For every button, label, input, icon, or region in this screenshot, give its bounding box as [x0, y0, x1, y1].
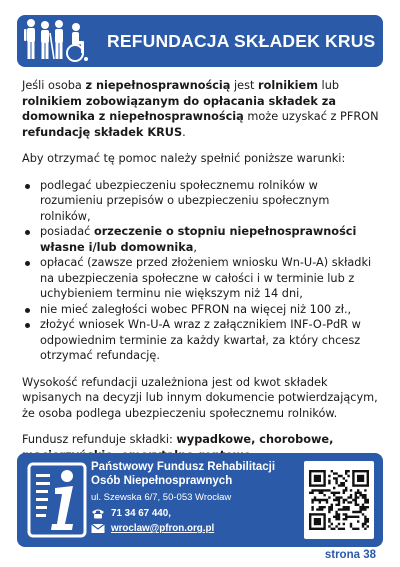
- list-item-bold: orzeczenie o stopniu niepełnosprawności własne i/lub domownika: [40, 225, 357, 254]
- list-item: nie mieć zaległości wobec PFRON na więcej niż 100 zł.,: [22, 302, 380, 318]
- phone-line: [91, 508, 301, 519]
- address: ul. Szewska 6/7, 50-053 Wrocław: [91, 492, 232, 503]
- intro-text: jest: [230, 79, 259, 92]
- envelope-icon: [91, 523, 105, 534]
- header-banner: [17, 15, 383, 67]
- intro-text: lub: [317, 79, 340, 92]
- contact-footer: [17, 453, 383, 547]
- email-line: [91, 523, 301, 534]
- intro-bold: z niepełnosprawnością: [85, 79, 231, 92]
- intro-bold: refundację składek KRUS: [22, 125, 183, 139]
- intro-text: Jeśli osoba: [22, 79, 86, 92]
- list-item: [22, 224, 380, 255]
- page-title: REFUNDACJA SKŁADEK KRUS: [107, 30, 376, 51]
- main-content: [22, 78, 380, 474]
- org-name-line1: Państwowy Fundusz Rehabilitacji: [91, 461, 276, 473]
- qr-code[interactable]: [304, 461, 374, 539]
- information-icon: [27, 462, 89, 538]
- org-name-line2: Osób Niepełnosprawnych: [91, 475, 233, 487]
- list-item: złożyć wniosek Wn-U-A wraz z załącznikiem INF-O-PdR w odpowiednim terminie za każdy kwartał, za który chcesz otrzymać refundację.: [22, 317, 380, 364]
- list-item: podlegać ubezpieczeniu społecznemu rolników w rozumieniu przepisów o ubezpieczeniu społecznym rolników,: [22, 178, 380, 225]
- conditions-intro: Aby otrzymać tę pomoc należy spełnić poniższe warunki:: [22, 152, 346, 165]
- contact-info: [91, 460, 301, 534]
- intro-text: .: [182, 125, 186, 139]
- amount-paragraph: Wysokość refundacji uzależniona jest od kwot składek wpisanych na decyzji lub innym dokumencie potwierdzającym, że osoba podlega ubezpieczeniu społecznemu rolników.: [22, 375, 378, 420]
- intro-text: może uzyskać z PFRON: [243, 110, 379, 123]
- list-item-text: ,: [193, 240, 198, 254]
- phone-icon: [91, 508, 105, 519]
- intro-bold: rolnikiem: [258, 79, 318, 92]
- list-item: opłacać (zawsze przed złożeniem wniosku Wn-U-A) składki na ubezpieczenia społeczne w całości i w terminie lub z uchybieniem terminu nie większym niż 14 dni,: [22, 255, 380, 302]
- intro-bold: rolnikiem zobowiązanym do opłacania składek za domownika z niepełnosprawnością: [22, 94, 336, 123]
- intro-paragraph: [22, 78, 380, 140]
- refund-text: Fundusz refunduje składki:: [22, 433, 177, 446]
- phone-number: 71 34 67 440,: [111, 508, 171, 519]
- people-with-disabilities-icon: [23, 15, 93, 67]
- list-item-text: posiadać: [40, 225, 94, 238]
- email-link[interactable]: wroclaw@pfron.org.pl: [111, 523, 215, 534]
- conditions-list: [22, 178, 380, 364]
- page-number: strona 38: [324, 549, 376, 561]
- refund-bold: wypadkowe, chorobowe,: [176, 433, 334, 446]
